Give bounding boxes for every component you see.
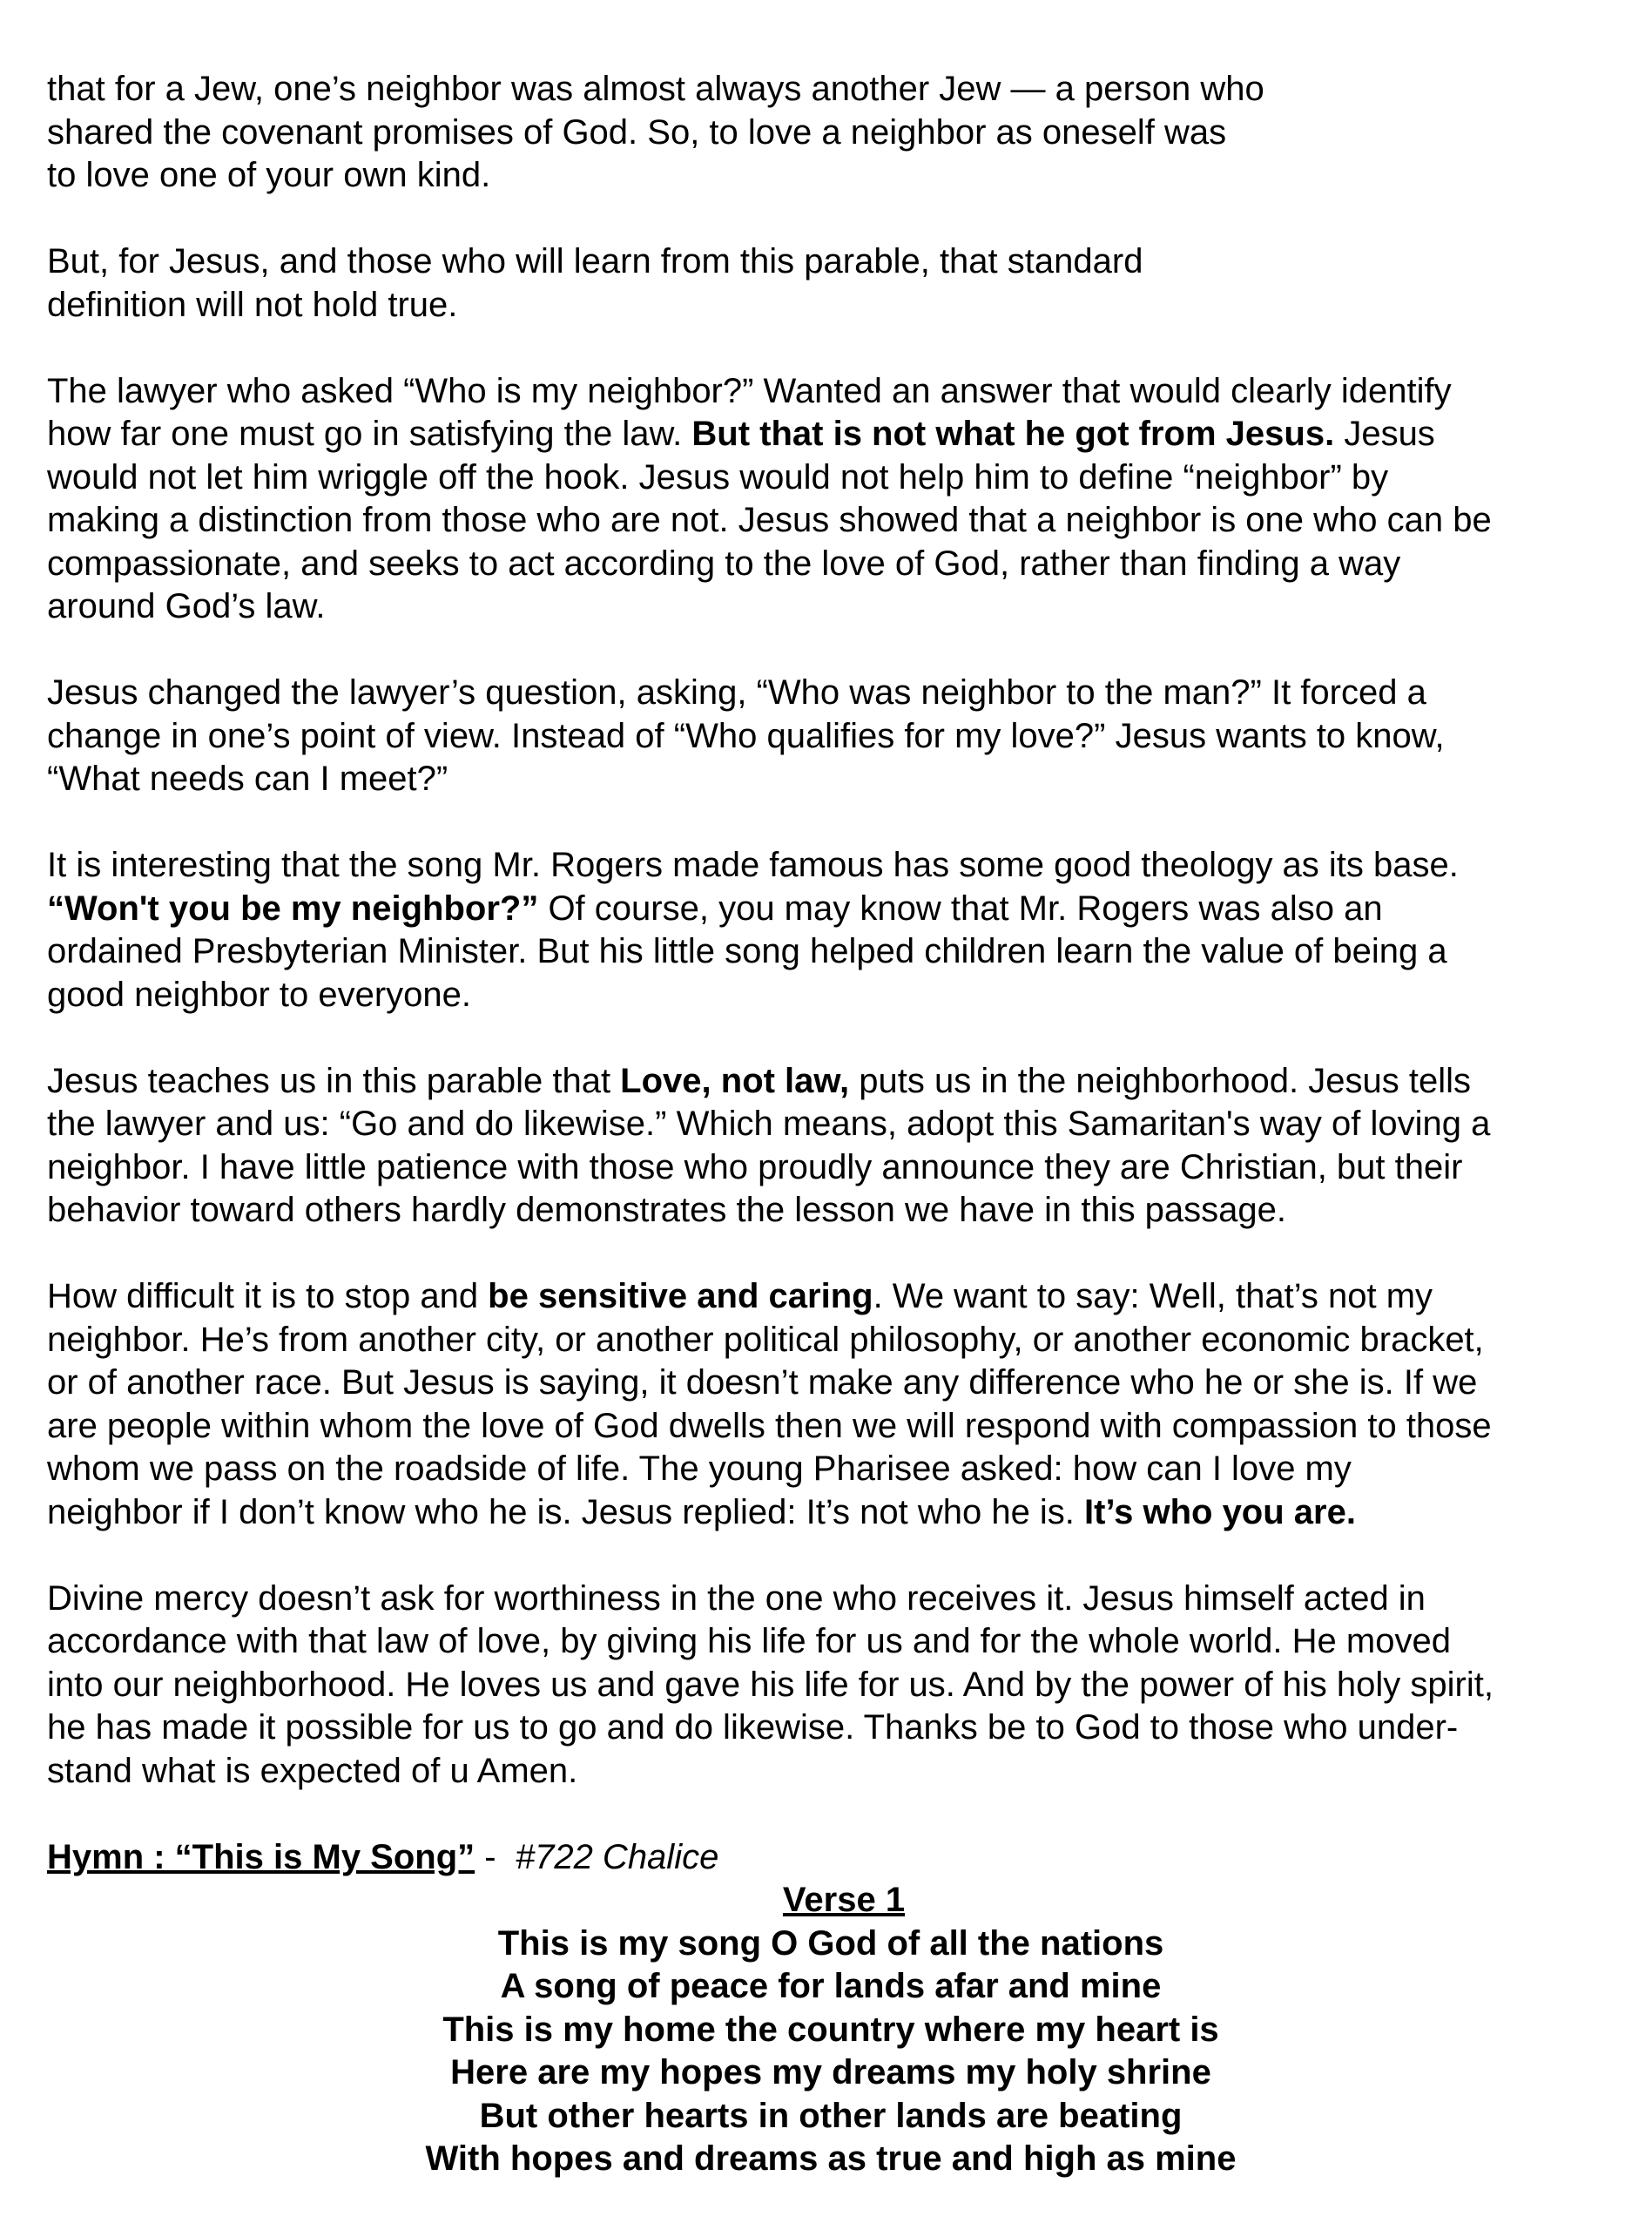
text-line bbox=[47, 1060, 1615, 1104]
text-line bbox=[47, 1664, 1615, 1707]
text-segment: How difficult it is to stop and bbox=[47, 1277, 489, 1315]
text-segment: how far one must go in satisfying the law. bbox=[47, 415, 692, 453]
verse-line: This is my home the country where my heart is bbox=[442, 2010, 1219, 2049]
text-segment: around God’s law. bbox=[47, 587, 326, 625]
text-segment: definition will not hold true. bbox=[47, 285, 458, 324]
text-line bbox=[47, 1103, 1615, 1146]
sermon-body bbox=[47, 68, 1615, 1793]
text-segment: good neighbor to everyone. bbox=[47, 975, 472, 1014]
text-line bbox=[47, 888, 1615, 931]
document-page bbox=[47, 68, 1615, 2181]
emphasis-text: Love, not law, bbox=[620, 1061, 850, 1100]
text-segment: neighbor. He’s from another city, or another political philosophy, or another economic bracket, bbox=[47, 1320, 1484, 1359]
body-paragraph bbox=[47, 370, 1615, 629]
text-line bbox=[47, 1146, 1615, 1190]
body-paragraph bbox=[47, 844, 1615, 1017]
text-line bbox=[47, 1620, 1615, 1664]
text-segment: or of another race. But Jesus is saying, it doesn’t make any difference who he or she is. If we bbox=[47, 1363, 1478, 1402]
verse-title: Verse 1 bbox=[782, 1881, 906, 1919]
text-line bbox=[47, 68, 1615, 112]
text-line bbox=[47, 585, 1615, 629]
emphasis-text: It’s who you are. bbox=[1084, 1492, 1356, 1531]
verse-line: Here are my hopes my dreams my holy shrine bbox=[450, 2053, 1211, 2091]
text-line bbox=[47, 284, 1615, 328]
text-line bbox=[47, 1578, 1615, 1621]
text-line bbox=[47, 499, 1615, 543]
hymn-number: #722 Chalice bbox=[515, 1837, 719, 1876]
text-segment: It is interesting that the song Mr. Rogers made famous has some good theology as its base. bbox=[47, 846, 1459, 884]
text-segment: puts us in the neighborhood. Jesus tells bbox=[849, 1061, 1471, 1100]
body-paragraph bbox=[47, 672, 1615, 801]
body-paragraph bbox=[47, 68, 1615, 198]
text-segment: “What needs can I meet?” bbox=[47, 760, 448, 798]
hymn-heading bbox=[47, 1836, 1615, 1880]
text-segment: into our neighborhood. He loves us and gave his life for us. And by the power of his holy spirit, bbox=[47, 1665, 1494, 1704]
emphasis-text: be sensitive and caring bbox=[488, 1277, 873, 1315]
text-segment: . We want to say: Well, that’s not my bbox=[873, 1277, 1433, 1315]
text-segment: ordained Presbyterian Minister. But his little song helped children learn the value of being a bbox=[47, 932, 1447, 970]
text-segment: the lawyer and us: “Go and do likewise.” Which means, adopt this Samaritan's way of loving a bbox=[47, 1105, 1491, 1143]
body-paragraph bbox=[47, 1060, 1615, 1233]
text-segment: to love one of your own kind. bbox=[47, 156, 491, 194]
text-line bbox=[47, 1319, 1615, 1362]
text-line bbox=[47, 1189, 1615, 1233]
text-segment: compassionate, and seeks to act according to the love of God, rather than finding a way bbox=[47, 544, 1401, 583]
text-segment: behavior toward others hardly demonstrates the lesson we have in this passage. bbox=[47, 1191, 1287, 1229]
text-segment: accordance with that law of love, by giving his life for us and for the whole world. He moved bbox=[47, 1622, 1451, 1660]
verse-line: But other hearts in other lands are beating bbox=[479, 2096, 1183, 2135]
text-line bbox=[47, 715, 1615, 759]
text-line bbox=[47, 456, 1615, 500]
verse-line: With hopes and dreams as true and high as mine bbox=[425, 2139, 1237, 2178]
text-line bbox=[47, 240, 1615, 284]
text-line bbox=[47, 543, 1615, 586]
text-line bbox=[47, 1448, 1615, 1491]
text-line bbox=[47, 1750, 1615, 1794]
verse-line: This is my song O God of all the nations bbox=[497, 1923, 1164, 1963]
text-segment: shared the covenant promises of God. So, to love a neighbor as oneself was bbox=[47, 112, 1227, 152]
text-line bbox=[47, 758, 1615, 801]
body-paragraph bbox=[47, 1275, 1615, 1534]
text-line bbox=[47, 1491, 1615, 1535]
text-segment: Jesus bbox=[1334, 415, 1435, 453]
text-segment: that for a Jew, one’s neighbor was almost always another Jew — a person who bbox=[47, 70, 1264, 108]
text-segment: he has made it possible for us to go and do likewise. Thanks be to God to those who under- bbox=[47, 1708, 1459, 1747]
hymn-title: Hymn : “This is My Song” bbox=[47, 1837, 475, 1876]
text-segment: whom we pass on the roadside of life. The young Pharisee asked: how can I love my bbox=[47, 1450, 1352, 1488]
text-segment: are people within whom the love of God dwells then we will respond with compassion to those bbox=[47, 1406, 1492, 1445]
text-segment: But, for Jesus, and those who will learn from this parable, that standard bbox=[47, 242, 1143, 280]
text-line bbox=[47, 974, 1615, 1017]
text-segment: Jesus changed the lawyer’s question, asking, “Who was neighbor to the man?” It forced a bbox=[47, 673, 1426, 712]
hymn-separator: - bbox=[475, 1837, 516, 1876]
text-segment: Divine mercy doesn’t ask for worthiness in the one who receives it. Jesus himself acted in bbox=[47, 1578, 1426, 1618]
text-segment: The lawyer who asked “Who is my neighbor?” Wanted an answer that would clearly identify bbox=[47, 371, 1452, 410]
emphasis-text: But that is not what he got from Jesus. bbox=[691, 415, 1335, 453]
text-line bbox=[47, 1275, 1615, 1319]
text-line bbox=[47, 1706, 1615, 1750]
text-line bbox=[47, 154, 1615, 198]
text-line bbox=[47, 370, 1615, 414]
text-line bbox=[47, 930, 1615, 974]
text-segment: neighbor if I don’t know who he is. Jesus replied: It’s not who he is. bbox=[47, 1492, 1085, 1531]
verse-line: A song of peace for lands afar and mine bbox=[500, 1967, 1162, 2005]
text-segment: neighbor. I have little patience with those who proudly announce they are Christian, but their bbox=[47, 1147, 1463, 1186]
text-segment: change in one’s point of view. Instead of “Who qualifies for my love?” Jesus wants to know, bbox=[47, 716, 1445, 755]
text-line bbox=[47, 672, 1615, 715]
text-line bbox=[47, 1405, 1615, 1449]
text-line bbox=[47, 112, 1615, 155]
hymn-verse bbox=[47, 1879, 1615, 2181]
text-line bbox=[47, 844, 1615, 888]
body-paragraph bbox=[47, 240, 1615, 327]
text-segment: would not let him wriggle off the hook. Jesus would not help him to define “neighbor” by bbox=[47, 457, 1389, 497]
text-segment: stand what is expected of u Amen. bbox=[47, 1751, 578, 1790]
text-line bbox=[47, 1362, 1615, 1405]
text-segment: Of course, you may know that Mr. Rogers was also an bbox=[538, 889, 1383, 928]
body-paragraph bbox=[47, 1578, 1615, 1794]
text-segment: Jesus teaches us in this parable that bbox=[47, 1061, 621, 1100]
text-line bbox=[47, 413, 1615, 456]
emphasis-text: “Won't you be my neighbor?” bbox=[47, 889, 539, 928]
text-segment: making a distinction from those who are not. Jesus showed that a neighbor is one who can be bbox=[47, 501, 1492, 539]
